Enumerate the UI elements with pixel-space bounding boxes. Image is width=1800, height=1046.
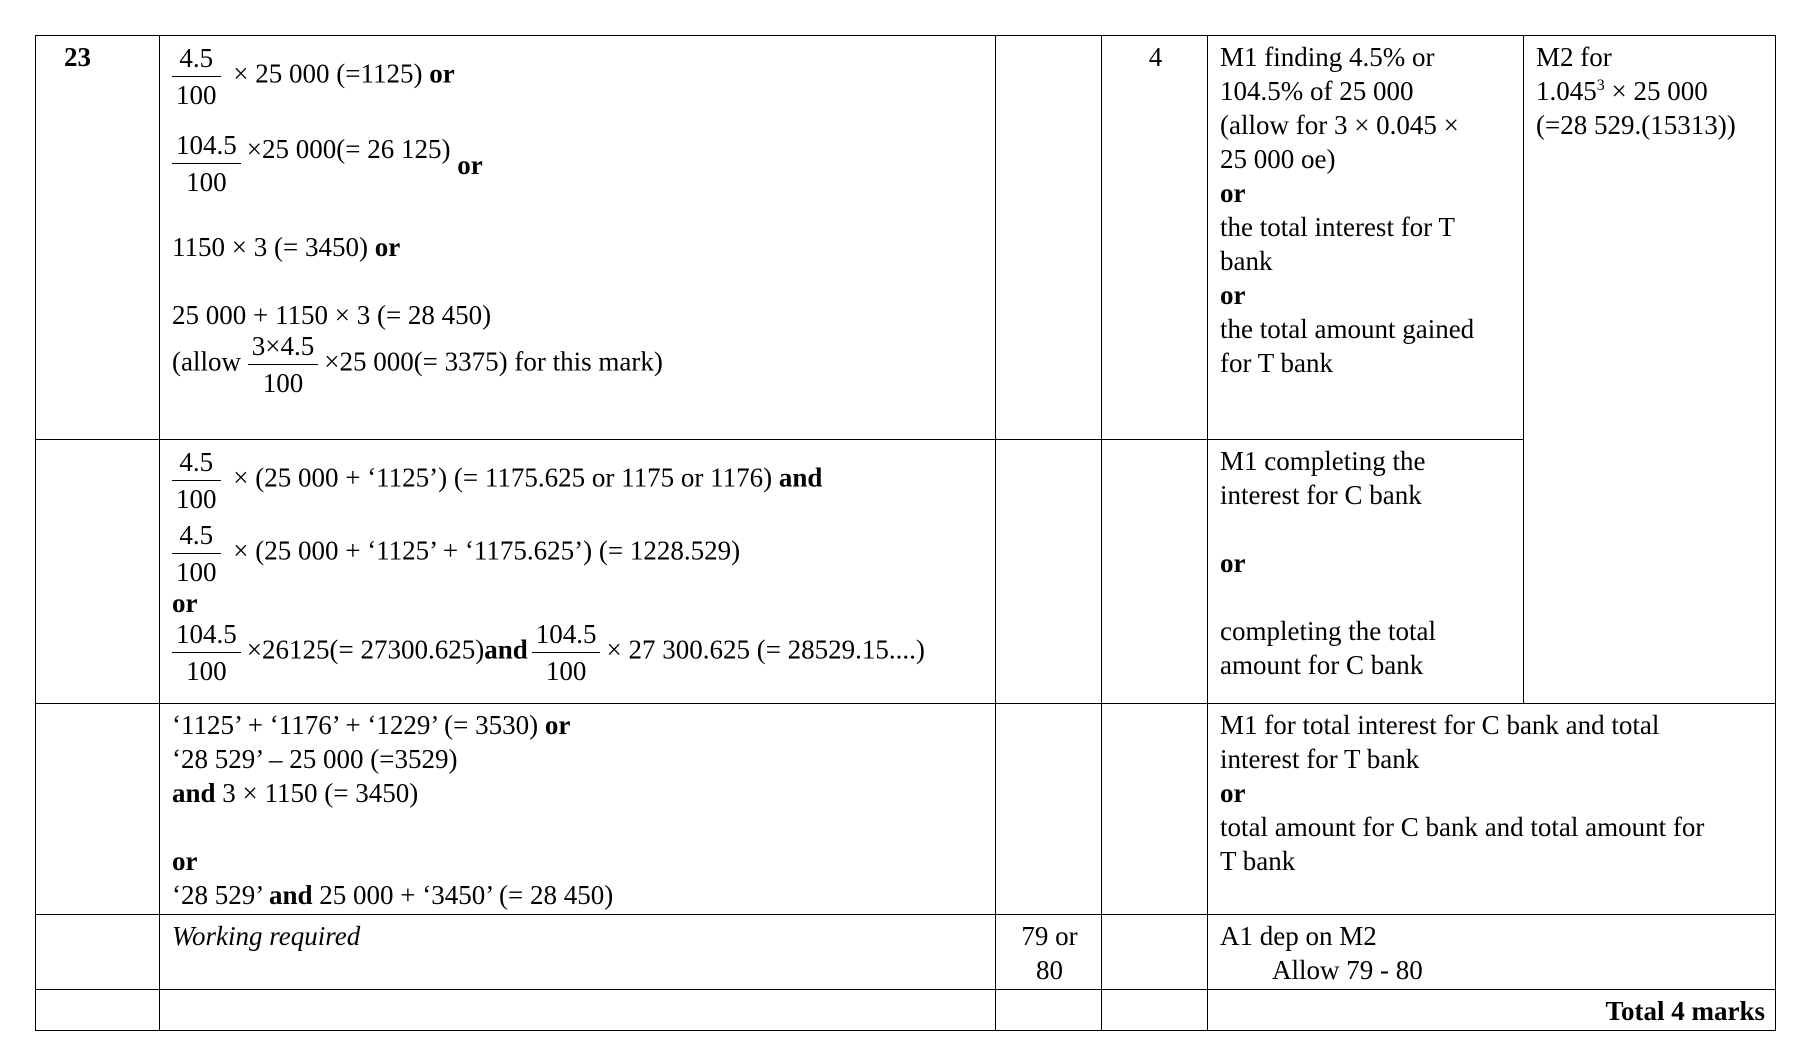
mark-scheme-sheet: [35, 35, 1775, 1026]
mark-cell: [1102, 440, 1208, 704]
mark-cell: [1102, 990, 1208, 1031]
fraction: $\frac{104.5}{100}$: [172, 127, 241, 200]
working-cell: $\frac{4.5}{100}$ × 25 000 (=1125) or $\frac{104.5}{100}$ ×25 000(= 26 125) or 1150 × 3 (= 3450) or 25 000 + 1150 × 3 (= 28 450) (allow $\frac{3\times 4.5}{100}$ ×25 000(= 3375) for this mark): [160, 36, 996, 440]
question-number: [36, 704, 160, 915]
working-cell: $\frac{4.5}{100}$ × (25 000 + ‘1125’) (= 1175.625 or 1175 or 1176) and $\frac{4.5}{100}$ × (25 000 + ‘1125’ + ‘1175.625’) (= 1228.529) or $\frac{104.5}{100}$ ×26125(= 27300.625)and $\frac{104.5}{100}$ × 27 300.625 (= 28529.15....): [160, 440, 996, 704]
table-row: [36, 990, 1776, 1031]
working-cell: [160, 990, 996, 1031]
answer-cell: [996, 990, 1102, 1031]
working-cell: ‘1125’ + ‘1176’ + ‘1229’ (= 3530) or ‘28 529’ – 25 000 (=3529) and 3 × 1150 (= 3450) or ‘28 529’ and 25 000 + ‘3450’ (= 28 450): [160, 704, 996, 915]
mark-cell: 4: [1102, 36, 1208, 440]
notes-cell: M1 finding 4.5% or 104.5% of 25 000 (allow for 3 × 0.045 × 25 000 oe) or the total interest for T bank or the total amount gained for T bank: [1208, 36, 1524, 440]
notes-cell: M1 completing the interest for C bank or completing the total amount for C bank: [1208, 440, 1524, 704]
table-row: [36, 440, 1776, 704]
fraction: $\frac{4.5}{100}$: [172, 444, 221, 517]
fraction: $\frac{4.5}{100}$: [172, 40, 221, 113]
fraction: $\frac{104.5}{100}$: [172, 616, 241, 689]
fraction: $\frac{3\times 4.5}{100}$: [248, 328, 318, 401]
total-marks: Total 4 marks: [1208, 990, 1776, 1031]
table-row: [36, 704, 1776, 915]
m2-cell: M2 for 1.045$^3$ × 25 000 (=28 529.(15313)): [1524, 36, 1776, 704]
table-row: [36, 36, 1776, 440]
question-number: 23: [36, 36, 160, 440]
fraction: $\frac{104.5}{100}$: [532, 616, 601, 689]
answer-cell: [996, 36, 1102, 440]
fraction: $\frac{4.5}{100}$: [172, 517, 221, 590]
answer-cell: 79 or 80: [996, 915, 1102, 990]
mark-cell: [1102, 915, 1208, 990]
question-number: [36, 440, 160, 704]
question-number: [36, 990, 160, 1031]
working-required: Working required: [160, 915, 996, 990]
answer-cell: [996, 440, 1102, 704]
mark-cell: [1102, 704, 1208, 915]
mark-scheme-table: [35, 35, 1776, 1031]
notes-cell: M1 for total interest for C bank and total interest for T bank or total amount for C bank and total amount for T bank: [1208, 704, 1776, 915]
question-number: [36, 915, 160, 990]
table-row: [36, 915, 1776, 990]
notes-cell: A1 dep on M2 Allow 79 - 80: [1208, 915, 1776, 990]
answer-cell: [996, 704, 1102, 915]
